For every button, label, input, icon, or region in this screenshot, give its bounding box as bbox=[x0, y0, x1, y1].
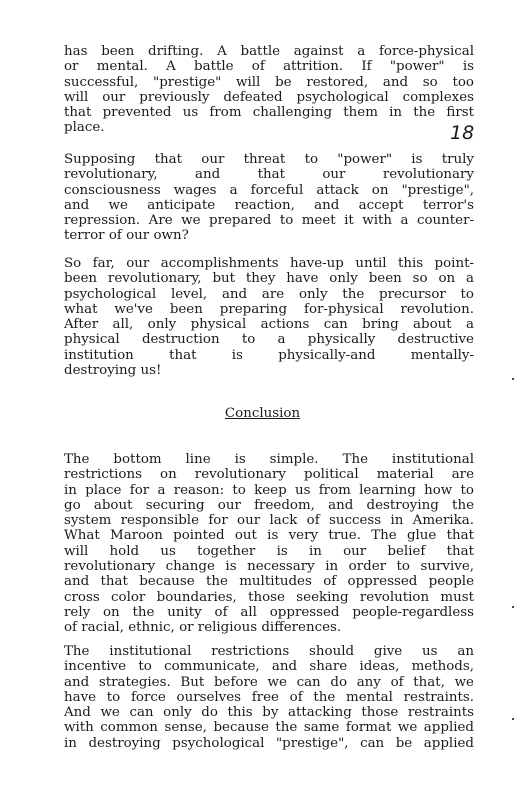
text-line: go about securing our freedom, and destroying the bbox=[64, 497, 474, 513]
text-line: and we anticipate reaction, and accept terror's bbox=[64, 197, 474, 213]
text-line: that prevented us from challenging them in the first bbox=[64, 105, 474, 121]
text-line: Supposing that our threat to "power" is truly bbox=[64, 152, 474, 167]
text-line: system responsible for our lack of success in Amerika. bbox=[64, 513, 474, 529]
page-number: 18 bbox=[450, 122, 475, 144]
text-line: And we can only do this by attacking those restraints bbox=[64, 705, 474, 721]
text-line: and strategies. But before we can do any of that, we bbox=[64, 674, 474, 690]
text-line: in place for a reason: to keep us from learning how to bbox=[64, 482, 474, 498]
paragraph-5 bbox=[64, 644, 474, 751]
text-line: or mental. A battle of attrition. If "power" is bbox=[64, 59, 474, 75]
scan-speck bbox=[512, 718, 514, 720]
text-line: restrictions on revolutionary political material are bbox=[64, 467, 474, 483]
text-line: and that because the multitudes of oppressed people bbox=[64, 574, 474, 590]
text-line: What Maroon pointed out is very true. The glue that bbox=[64, 528, 474, 544]
paragraph-4 bbox=[64, 452, 474, 636]
text-line: will hold us together is in our belief that bbox=[64, 543, 474, 559]
paragraph-2 bbox=[64, 152, 474, 244]
scan-speck bbox=[512, 606, 514, 608]
text-line: The institutional restrictions should give us an bbox=[64, 644, 474, 659]
text-line: has been drifting. A battle against a force-physical bbox=[64, 44, 474, 59]
scan-speck bbox=[512, 378, 514, 380]
paragraph-1 bbox=[64, 44, 474, 136]
text-line: destroying us! bbox=[64, 363, 162, 379]
text-line: incentive to communicate, and share ideas, methods, bbox=[64, 659, 474, 675]
text-line: cross color boundaries, those seeking revolution must bbox=[64, 589, 474, 605]
text-line: of racial, ethnic, or religious differences. bbox=[64, 620, 342, 636]
text-line: successful, "prestige" will be restored, and so too bbox=[64, 74, 474, 90]
text-line: rely on the unity of all oppressed people-regardless bbox=[64, 604, 474, 620]
text-line: psychological level, and are only the precursor to bbox=[64, 286, 474, 302]
text-line: terror of our own? bbox=[64, 228, 189, 244]
text-line: what we've been preparing for-physical revolution. bbox=[64, 301, 474, 317]
text-line: consciousness wages a forceful attack on "prestige", bbox=[64, 182, 474, 198]
paragraph-3 bbox=[64, 256, 474, 378]
text-line: place. bbox=[64, 120, 105, 136]
text-line: So far, our accomplishments have-up until this point- bbox=[64, 256, 474, 271]
text-line: The bottom line is simple. The institutional bbox=[64, 452, 474, 467]
text-line: revolutionary change is necessary in order to survive, bbox=[64, 559, 474, 575]
text-line: physical destruction to a physically destructive bbox=[64, 332, 474, 348]
text-line: have to force ourselves free of the mental restraints. bbox=[64, 689, 474, 705]
text-line: with common sense, because the same format we applied bbox=[64, 720, 474, 736]
text-line: will our previously defeated psychological complexes bbox=[64, 89, 474, 105]
text-line: in destroying psychological "prestige", can be applied bbox=[64, 735, 474, 751]
text-line: repression. Are we prepared to meet it with a counter- bbox=[64, 213, 474, 229]
text-line: After all, only physical actions can bring about a bbox=[64, 317, 474, 333]
section-heading: Conclusion bbox=[224, 406, 301, 421]
text-line: revolutionary, and that our revolutionary bbox=[64, 167, 474, 183]
text-line: been revolutionary, but they have only been so on a bbox=[64, 271, 474, 287]
text-line: institution that is physically-and mentally- bbox=[64, 347, 474, 363]
